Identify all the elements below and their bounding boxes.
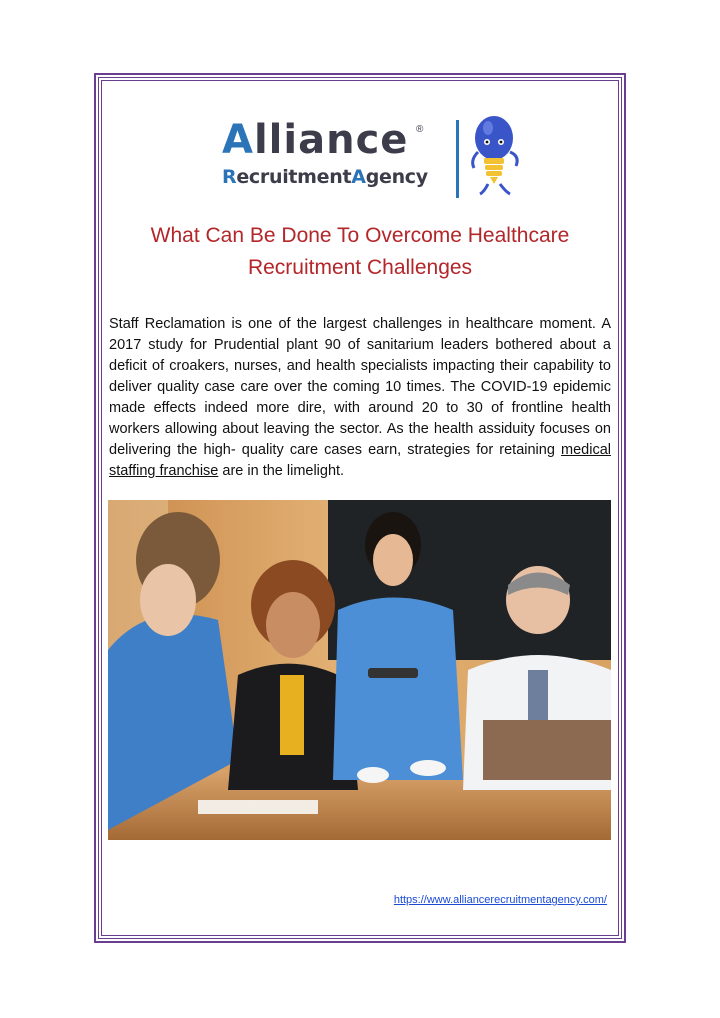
logo-letter-a: A [222,117,254,163]
lightbulb-mascot-icon [466,112,526,198]
website-url-link[interactable]: https://www.alliancerecruitmentagency.com/ [393,894,607,906]
title-line-1: What Can Be Done To Overcome Healthcare [150,224,570,247]
logo-letter-a2: A [351,166,366,188]
body-text-end: are in the limelight. [218,463,345,479]
logo-letter-r: R [222,166,237,188]
logo-text-gency: gency [365,166,428,188]
logo-word-alliance [222,117,409,163]
registered-mark: ® [416,124,424,135]
body-paragraph [109,314,611,482]
logo-divider [456,120,459,198]
medical-staffing-franchise-link[interactable]: medical staffing franchise [109,442,611,479]
logo-text-lliance: lliance [253,117,409,163]
logo-word-recruitment-agency [222,166,428,188]
photo-illustration [108,500,611,840]
logo-text-ecruitment: ecruitment [236,166,352,188]
title-line-2: Recruitment Challenges [247,256,473,279]
page-title [100,220,620,284]
healthcare-team-meeting-photo [108,500,611,840]
body-text-start: Staff Reclamation is one of the largest challenges in healthcare moment. A 2017 study for Prudential plant 90 of sanitarium leaders bothered about a deficit of croakers, nurses, and health specialists impacting their capability to deliver quality case care over the coming 10 times. The COVID-19 epidemic made effects indeed more dire, with around 20 to 30 of frontline health workers allowing about leaving the sector. As the health assiduity focuses on delivering the high- quality care cases earn, strategies for retaining [109,316,611,458]
company-logo [220,112,520,198]
